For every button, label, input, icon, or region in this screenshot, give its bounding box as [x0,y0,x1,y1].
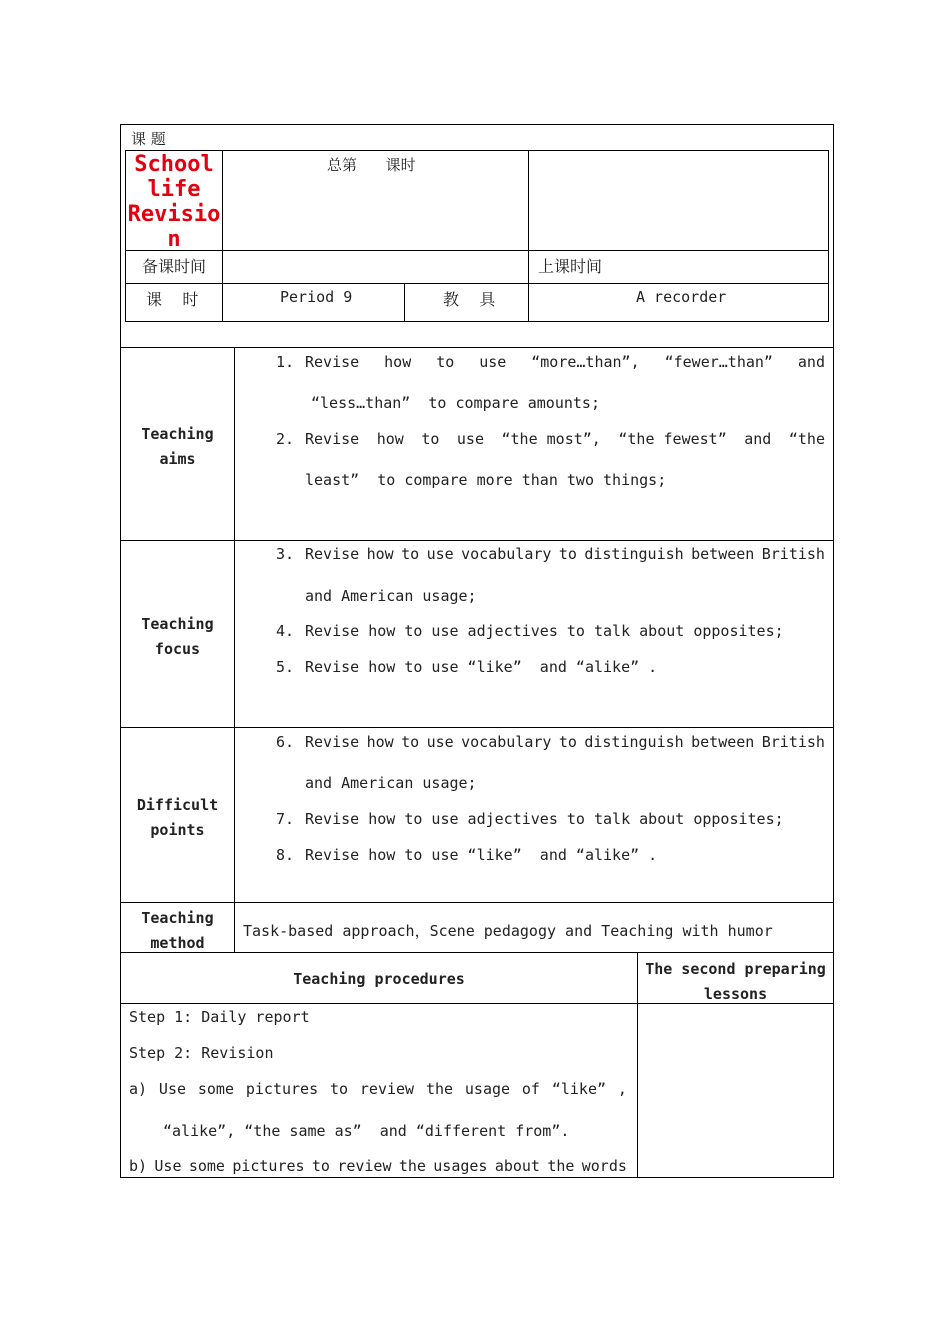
aims-item-line: Revise how to use “more…than”, “fewer…than” and [305,353,825,371]
difficult-item-number: 7. [276,810,295,828]
aids-value: A recorder [636,288,727,306]
procedures-heading: Teaching procedures [293,970,465,988]
difficult-item-number: 8. [276,846,295,864]
table-border-bottom [120,1177,834,1178]
lesson-title-line: Revisio [127,202,221,227]
aims-item-line: least” to compare more than two things; [305,471,667,489]
difficult-item-line: Revise how to use “like” and “alike” . [305,846,658,864]
aims-item-number: 2. [276,430,295,448]
focus-item-number: 5. [276,658,295,676]
lesson-title-line: life [147,177,201,202]
focus-item-number: 3. [276,545,295,563]
table-border-right [833,124,834,1178]
second-preparing-heading: The second preparing lessons [645,960,826,1003]
revision-item-a: a) Use some pictures to review the usage of “like” , [129,1080,627,1098]
method-label: Teaching method [141,909,214,952]
focus-item-line: Revise how to use vocabulary to distinguish between British [305,545,825,563]
focus-item-line: Revise how to use adjectives to talk about opposites; [305,622,784,640]
total-period-label: 总第 课时 [327,156,416,174]
difficult-item-line: and American usage; [305,774,477,792]
revision-item-a-line2: “alike”, “the same as” and “different from”. [163,1122,570,1140]
period-value: Period 9 [280,288,353,306]
topic-label: 课 题 [131,130,166,148]
difficult-item-line: Revise how to use adjectives to talk about opposites; [305,810,784,828]
focus-item-line: and American usage; [305,587,477,605]
period-label: 课 时 [146,290,199,309]
focus-item-line: Revise how to use “like” and “alike” . [305,658,658,676]
method-value: Task-based approach，Scene pedagogy and Teaching with humor [243,922,773,940]
table-border-top [120,124,834,125]
focus-label: Teaching focus [141,615,214,658]
aids-label: 教 具 [443,290,496,309]
aims-item-number: 1. [276,353,295,371]
revision-item-b: b) Use some pictures to review the usages about the words [129,1157,627,1175]
lesson-title-line: n [167,227,181,252]
aims-label: Teaching aims [141,425,214,468]
aims-item-line: “less…than” to compare amounts; [311,394,600,412]
prep-time-label: 备课时间 [142,257,207,276]
class-time-label: 上课时间 [538,257,603,276]
step-2: Step 2: Revision [129,1044,274,1062]
difficult-label: Difficult points [136,796,219,839]
lesson-title-line: School [134,152,214,177]
lesson-title [126,152,222,252]
difficult-item-line: Revise how to use vocabulary to distinguish between British [305,733,825,751]
step-1: Step 1: Daily report [129,1008,310,1026]
aims-item-line: Revise how to use “the most”, “the fewest” and “the [305,430,825,448]
focus-item-number: 4. [276,622,295,640]
difficult-item-number: 6. [276,733,295,751]
